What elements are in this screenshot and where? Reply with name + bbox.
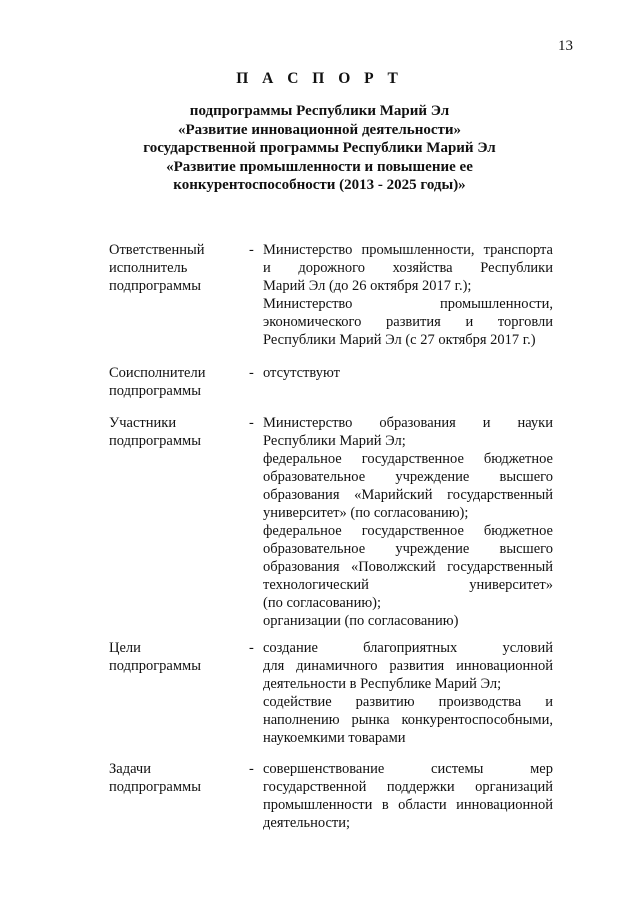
label-line: подпрограммы — [109, 383, 201, 399]
content-line: (по согласованию); — [263, 595, 382, 611]
page-number: 13 — [558, 38, 573, 54]
section-label — [109, 364, 249, 400]
subtitle-line: «Развитие промышленности и повышение ее — [166, 158, 473, 175]
section-dash: - — [249, 415, 254, 431]
content-line: отсутствуют — [263, 365, 340, 381]
subtitle-line: подпрограммы Республики Марий Эл — [189, 103, 450, 119]
label-line: Ответственный — [109, 242, 205, 258]
section-label — [109, 241, 249, 295]
content-line: государственной поддержки организаций — [263, 779, 553, 795]
section-co-executors — [109, 364, 553, 404]
content-line: организации (по согласованию) — [263, 613, 459, 629]
content-line: создание благоприятных условий — [263, 640, 553, 656]
content-line: деятельности; — [263, 815, 351, 831]
content-line: университет» (по согласованию); — [263, 505, 469, 521]
section-label — [109, 414, 249, 450]
content-line: Министерство промышленности, — [263, 296, 553, 312]
label-line: подпрограммы — [109, 658, 201, 674]
content-line: технологический университет» — [263, 577, 553, 593]
content-line: и дорожного хозяйства Республики — [263, 260, 553, 276]
content-line: Республики Марий Эл (с 27 октября 2017 г.) — [263, 332, 536, 348]
section-dash: - — [249, 242, 254, 258]
content-line: деятельности в Республике Марий Эл; — [263, 676, 502, 692]
content-line: Министерство образования и науки — [263, 415, 553, 431]
section-label — [109, 639, 249, 675]
content-line: образования «Поволжский государственный — [263, 559, 553, 575]
label-line: Соисполнители — [109, 365, 206, 381]
section-dash: - — [249, 365, 254, 381]
section-content — [263, 364, 553, 382]
label-line: исполнитель — [109, 260, 188, 276]
content-line: совершенствование системы мер — [263, 761, 553, 777]
content-line: федеральное государственное бюджетное — [263, 523, 553, 539]
content-line: содействие развитию производства и — [263, 694, 553, 710]
content-line: для динамичного развития инновационной — [263, 658, 553, 674]
section-tasks — [109, 760, 553, 835]
subtitle-line: «Развитие инновационной деятельности» — [177, 121, 461, 138]
content-line: образовательное учреждение высшего — [263, 541, 553, 557]
content-line: Республики Марий Эл; — [263, 433, 406, 449]
section-participants — [109, 414, 553, 630]
section-label — [109, 760, 249, 796]
content-line: наполнению рынка конкурентоспособными, — [263, 712, 553, 728]
label-line: подпрограммы — [109, 779, 201, 795]
content-line: образования «Марийский государственный — [263, 487, 553, 503]
subtitle-line: конкурентоспособности (2013 - 2025 годы)» — [173, 177, 466, 193]
label-line: Участники — [109, 415, 177, 431]
section-content — [263, 760, 553, 832]
label-line: подпрограммы — [109, 278, 201, 294]
subtitle-line: государственной программы Республики Марий Эл — [143, 140, 496, 156]
section-content — [263, 639, 553, 747]
section-responsible-executor — [109, 241, 553, 351]
label-line: Задачи — [109, 761, 151, 777]
section-dash: - — [249, 761, 254, 777]
label-line: Цели — [109, 640, 141, 656]
content-line: Министерство промышленности, транспорта — [263, 242, 553, 258]
section-dash: - — [249, 640, 254, 656]
document-subtitle — [60, 102, 579, 195]
content-line: экономического развития и торговли — [263, 314, 553, 330]
content-line: федеральное государственное бюджетное — [263, 451, 553, 467]
label-line: подпрограммы — [109, 433, 201, 449]
content-line: образовательное учреждение высшего — [263, 469, 553, 485]
content-line: промышленности в области инновационной — [263, 797, 553, 813]
content-line: Марий Эл (до 26 октября 2017 г.); — [263, 278, 472, 294]
section-content — [263, 241, 553, 349]
content-line: наукоемкими товарами — [263, 730, 406, 746]
section-goals — [109, 639, 553, 749]
document-title: П А С П О Р Т — [236, 70, 403, 87]
section-content — [263, 414, 553, 630]
